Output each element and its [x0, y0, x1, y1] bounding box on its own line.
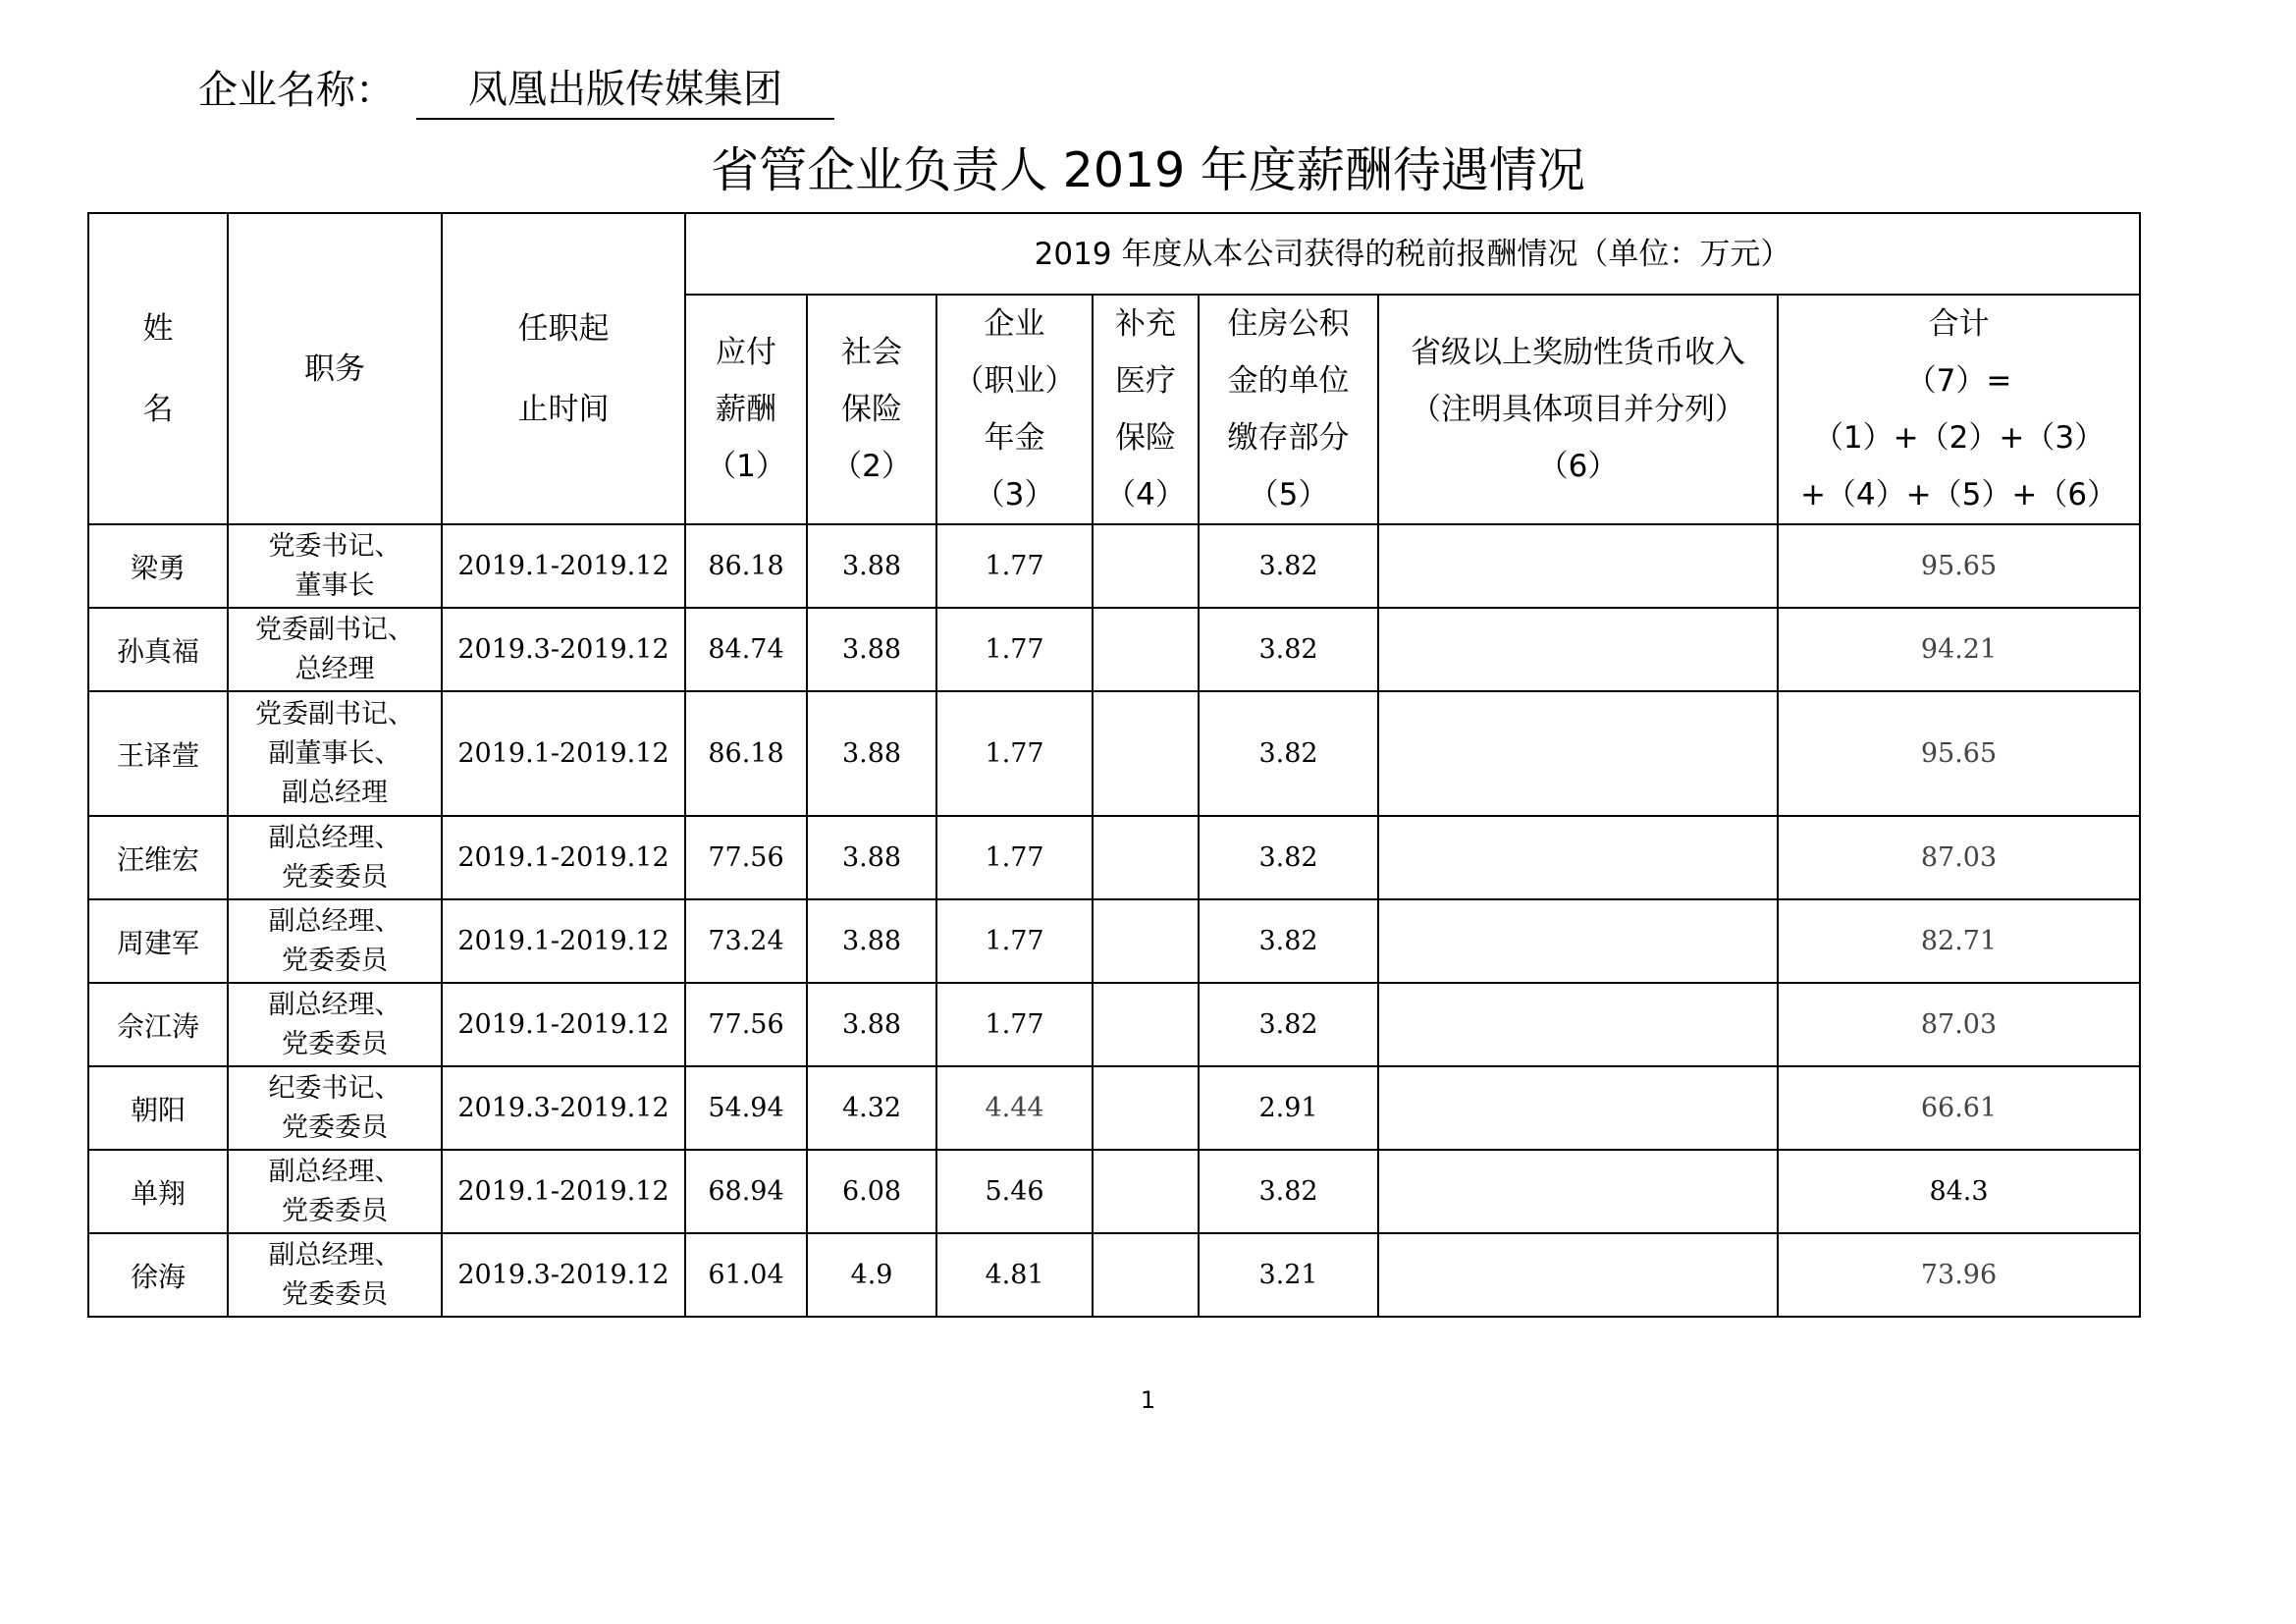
- header-c2: [807, 295, 936, 524]
- page-number: 1: [1140, 1386, 1156, 1414]
- header-c7: [1778, 295, 2140, 524]
- cell-position: [228, 608, 442, 691]
- header-c2-line: 社会: [841, 335, 902, 370]
- position-line: 党委委员: [282, 1278, 388, 1310]
- cell-c1: 61.04: [685, 1233, 807, 1317]
- table-row: [88, 524, 2140, 608]
- header-c3: [936, 295, 1093, 524]
- position-line: 副总经理、: [268, 905, 401, 937]
- cell-position: [228, 1233, 442, 1317]
- cell-c6: [1378, 608, 1778, 691]
- header-c3-line: （3）: [974, 477, 1055, 513]
- cell-c4: [1093, 691, 1199, 816]
- cell-term: 2019.1-2019.12: [442, 899, 685, 983]
- header-term: [442, 213, 685, 524]
- cell-position: [228, 983, 442, 1066]
- header-c4-line: 补充: [1115, 306, 1176, 342]
- cell-name: 汪维宏: [88, 816, 228, 899]
- header-c6-line: （注明具体项目并分列）: [1411, 392, 1745, 427]
- cell-c5: 3.82: [1199, 983, 1378, 1066]
- cell-name: 朝阳: [88, 1066, 228, 1150]
- cell-c2: 6.08: [807, 1150, 936, 1233]
- cell-term: 2019.1-2019.12: [442, 1150, 685, 1233]
- header-c5-line: 金的单位: [1227, 363, 1350, 399]
- cell-c3: 5.46: [936, 1150, 1093, 1233]
- cell-name: 单翔: [88, 1150, 228, 1233]
- cell-name: 周建军: [88, 899, 228, 983]
- cell-term: 2019.1-2019.12: [442, 983, 685, 1066]
- cell-c7: 66.61: [1778, 1066, 2140, 1150]
- cell-term: 2019.1-2019.12: [442, 691, 685, 816]
- cell-c4: [1093, 983, 1199, 1066]
- cell-c6: [1378, 524, 1778, 608]
- table-row: [88, 691, 2140, 816]
- position-line: 总经理: [294, 653, 375, 684]
- cell-c4: [1093, 899, 1199, 983]
- header-c4: [1093, 295, 1199, 524]
- cell-c1: 73.24: [685, 899, 807, 983]
- header-c5-line: 住房公积: [1227, 306, 1350, 342]
- cell-c2: 4.9: [807, 1233, 936, 1317]
- table-row: [88, 816, 2140, 899]
- cell-c6: [1378, 816, 1778, 899]
- cell-name: 佘江涛: [88, 983, 228, 1066]
- cell-c7: 95.65: [1778, 691, 2140, 816]
- cell-position: [228, 1066, 442, 1150]
- cell-c5: 2.91: [1199, 1066, 1378, 1150]
- cell-c3: 1.77: [936, 608, 1093, 691]
- cell-c6: [1378, 1066, 1778, 1150]
- header-c4-line: （4）: [1105, 477, 1186, 513]
- cell-c7: 87.03: [1778, 983, 2140, 1066]
- company-label: 企业名称：: [198, 68, 395, 113]
- table-row: [88, 608, 2140, 691]
- header-c3-line: 企业: [984, 306, 1045, 342]
- header-c1-line: 应付: [716, 335, 776, 370]
- header-c2-line: （2）: [831, 449, 912, 484]
- cell-position: [228, 816, 442, 899]
- position-line: 副董事长、: [268, 737, 401, 769]
- cell-c3: 1.77: [936, 524, 1093, 608]
- cell-c5: 3.82: [1199, 816, 1378, 899]
- cell-position: [228, 899, 442, 983]
- cell-c2: 3.88: [807, 524, 936, 608]
- cell-c1: 68.94: [685, 1150, 807, 1233]
- cell-position: [228, 1150, 442, 1233]
- company-name: 凤凰出版传媒集团: [416, 61, 834, 120]
- cell-c2: 3.88: [807, 899, 936, 983]
- header-c3-line: 年金: [984, 420, 1045, 456]
- cell-name: 孙真福: [88, 608, 228, 691]
- cell-c3: 4.81: [936, 1233, 1093, 1317]
- cell-c5: 3.82: [1199, 1150, 1378, 1233]
- table-row: [88, 899, 2140, 983]
- cell-c1: 86.18: [685, 524, 807, 608]
- cell-c3: 1.77: [936, 983, 1093, 1066]
- cell-c5: 3.82: [1199, 608, 1378, 691]
- position-line: 党委委员: [282, 861, 388, 893]
- header-name: [88, 213, 228, 524]
- cell-c3: 1.77: [936, 899, 1093, 983]
- cell-term: 2019.3-2019.12: [442, 608, 685, 691]
- cell-c4: [1093, 1150, 1199, 1233]
- header-name-line: 名: [142, 391, 174, 427]
- position-line: 副总经理、: [268, 989, 401, 1020]
- cell-c6: [1378, 983, 1778, 1066]
- position-line: 党委委员: [282, 1195, 388, 1226]
- cell-c7: 82.71: [1778, 899, 2140, 983]
- position-line: 副总经理、: [268, 822, 401, 853]
- cell-c7: 95.65: [1778, 524, 2140, 608]
- header-term-line: 任职起: [517, 310, 610, 347]
- header-c7-line: 合计: [1928, 306, 1990, 342]
- cell-c6: [1378, 691, 1778, 816]
- cell-c7: 87.03: [1778, 816, 2140, 899]
- cell-c6: [1378, 1150, 1778, 1233]
- page-title: 省管企业负责人 2019 年度薪酬待遇情况: [711, 142, 1585, 198]
- position-line: 党委书记、: [268, 530, 401, 562]
- cell-term: 2019.1-2019.12: [442, 816, 685, 899]
- cell-c5: 3.82: [1199, 691, 1378, 816]
- table-row: [88, 1150, 2140, 1233]
- cell-c5: 3.82: [1199, 899, 1378, 983]
- header-position: 职务: [228, 213, 442, 524]
- position-line: 党委委员: [282, 1028, 388, 1059]
- cell-c3: 1.77: [936, 816, 1093, 899]
- cell-term: 2019.3-2019.12: [442, 1066, 685, 1150]
- cell-c4: [1093, 608, 1199, 691]
- table-row: [88, 983, 2140, 1066]
- position-line: 党委副书记、: [255, 698, 414, 730]
- cell-c2: 4.32: [807, 1066, 936, 1150]
- position-line: 董事长: [294, 569, 375, 601]
- cell-term: 2019.1-2019.12: [442, 524, 685, 608]
- position-line: 副总经理、: [268, 1239, 401, 1271]
- header-c3-line: （职业）: [953, 363, 1076, 399]
- header-c6: [1378, 295, 1778, 524]
- position-line: 副总经理: [282, 777, 388, 808]
- header-c1-line: （1）: [706, 449, 786, 484]
- cell-position: [228, 691, 442, 816]
- cell-term: 2019.3-2019.12: [442, 1233, 685, 1317]
- position-line: 副总经理、: [268, 1156, 401, 1187]
- cell-c4: [1093, 524, 1199, 608]
- header-c1: [685, 295, 807, 524]
- cell-c1: 84.74: [685, 608, 807, 691]
- cell-c1: 77.56: [685, 983, 807, 1066]
- cell-c7: 84.3: [1778, 1150, 2140, 1233]
- cell-c2: 3.88: [807, 691, 936, 816]
- header-income-group: 2019 年度从本公司获得的税前报酬情况（单位：万元）: [685, 213, 2140, 295]
- position-line: 党委副书记、: [255, 614, 414, 645]
- compensation-table: [87, 212, 2141, 1318]
- header-c5-line: 缴存部分: [1227, 420, 1350, 456]
- cell-c6: [1378, 1233, 1778, 1317]
- cell-c4: [1093, 1233, 1199, 1317]
- cell-c1: 54.94: [685, 1066, 807, 1150]
- cell-position: [228, 524, 442, 608]
- table-row: [88, 1066, 2140, 1150]
- header-c1-line: 薪酬: [716, 392, 776, 427]
- position-line: 党委委员: [282, 1111, 388, 1143]
- cell-c5: 3.21: [1199, 1233, 1378, 1317]
- cell-c4: [1093, 1066, 1199, 1150]
- header-name-line: 姓: [142, 310, 174, 347]
- header-c6-line: （6）: [1537, 449, 1619, 484]
- header-c5: [1199, 295, 1378, 524]
- cell-name: 徐海: [88, 1233, 228, 1317]
- cell-c5: 3.82: [1199, 524, 1378, 608]
- cell-c1: 77.56: [685, 816, 807, 899]
- cell-name: 王译萱: [88, 691, 228, 816]
- cell-c3: 1.77: [936, 691, 1093, 816]
- header-c7-line: +（4）+（5）+（6）: [1799, 477, 2118, 513]
- cell-c7: 94.21: [1778, 608, 2140, 691]
- header-c5-line: （5）: [1248, 477, 1329, 513]
- cell-c2: 3.88: [807, 983, 936, 1066]
- cell-name: 梁勇: [88, 524, 228, 608]
- header-c7-line: （7）=（1）+（2）+（3）: [1812, 363, 2106, 456]
- cell-c6: [1378, 899, 1778, 983]
- table-row: [88, 1233, 2140, 1317]
- cell-c1: 86.18: [685, 691, 807, 816]
- cell-c4: [1093, 816, 1199, 899]
- position-line: 纪委书记、: [268, 1072, 401, 1104]
- header-c4-line: 保险: [1115, 420, 1176, 456]
- position-line: 党委委员: [282, 945, 388, 976]
- header-c4-line: 医疗: [1115, 363, 1176, 399]
- header-term-line: 止时间: [517, 391, 610, 427]
- cell-c2: 3.88: [807, 816, 936, 899]
- header-c6-line: 省级以上奖励性货币收入: [1411, 335, 1745, 370]
- cell-c2: 3.88: [807, 608, 936, 691]
- header-c2-line: 保险: [841, 392, 902, 427]
- cell-c7: 73.96: [1778, 1233, 2140, 1317]
- cell-c3: 4.44: [936, 1066, 1093, 1150]
